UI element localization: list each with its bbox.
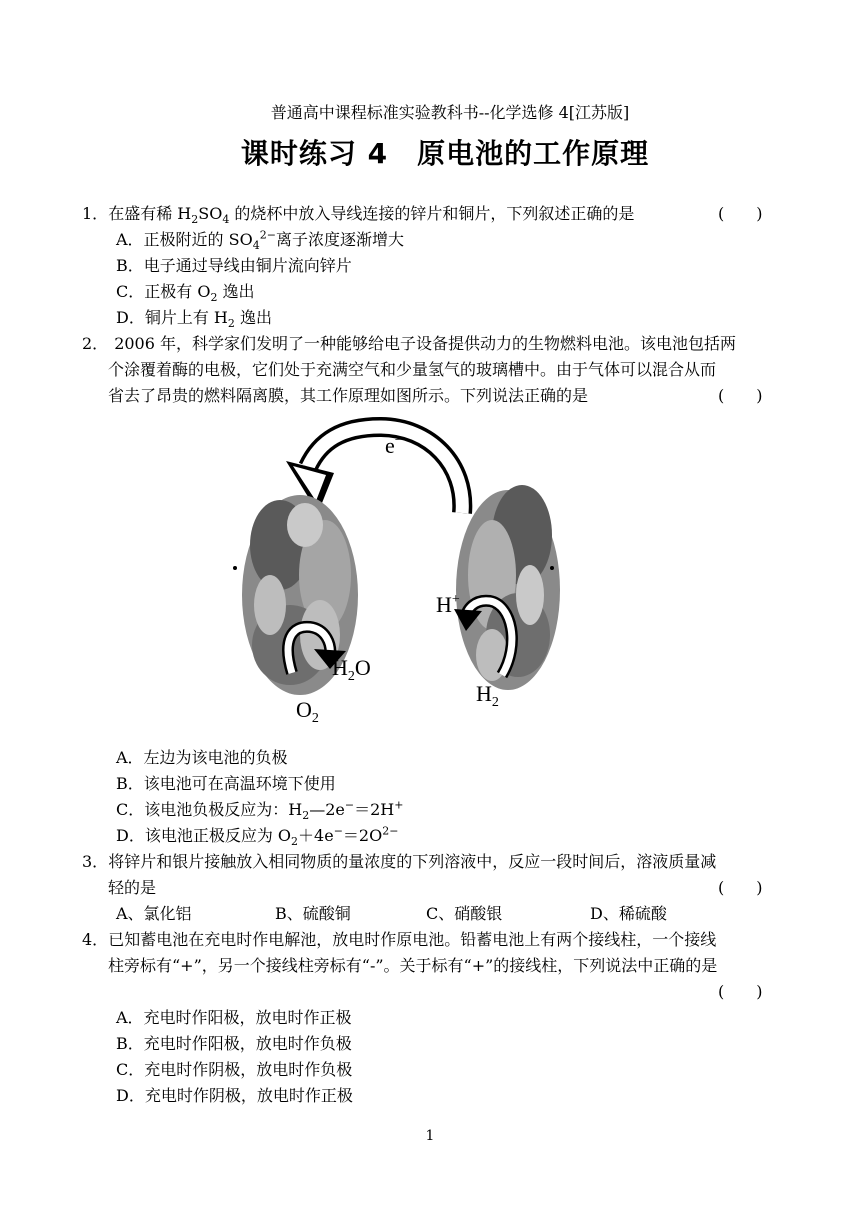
q2-option-b: B．该电池可在高温环境下使用 <box>116 774 336 793</box>
oxygen-label: $O_2$ <box>296 697 319 726</box>
q2-option-d: D．该电池正极反应为 $O_2+4e^-=2O^{2-}$ <box>116 824 399 849</box>
question-2-stem-line-1: 2． 2006 年，科学家们发明了一种能够给电子设备提供动力的生物燃料电池。该电池包括两 <box>82 334 736 353</box>
answer-bracket: ( ) <box>718 982 763 1001</box>
hydrogen-label: $H_2$ <box>476 681 499 710</box>
q4-option-c: C．充电时作阴极，放电时作负极 <box>116 1060 353 1079</box>
water-label: $H_2O$ <box>332 655 371 684</box>
page-number: 1 <box>425 1128 435 1144</box>
question-3-stem-line-1: 3．将锌片和银片接触放入相同物质的量浓度的下列溶液中，反应一段时间后，溶液质量减 <box>82 852 717 871</box>
question-4-stem-line-1: 4．已知蓄电池在充电时作电解池，放电时作原电池。铅蓄电池上有两个接线柱，一个接线 <box>82 930 717 949</box>
q4-option-d: D．充电时作阴极，放电时作正极 <box>116 1086 353 1105</box>
question-number: 3． <box>82 852 109 871</box>
answer-bracket: ( ) <box>718 386 763 405</box>
question-2-stem-line-2: 个涂覆着酶的电极，它们处于充满空气和少量氢气的玻璃槽中。由于气体可以混合从而 <box>108 360 717 379</box>
q1-option-c: C．正极有 $O_2$ 逸出 <box>116 282 255 305</box>
q3-option-c: C、硝酸银 <box>426 904 503 923</box>
question-number: 4． <box>82 930 109 949</box>
question-1-stem: 1．在盛有稀 $H_2SO_4$ 的烧杯中放入导线连接的锌片和铜片，下列叙述正确的是 <box>82 204 635 227</box>
textbook-subtitle: 普通高中课程标准实验教科书--化学选修 4[江苏版] <box>270 103 630 122</box>
q2-option-a: A．左边为该电池的负极 <box>116 748 288 767</box>
question-2-stem-line-3: 省去了昂贵的燃料隔离膜，其工作原理如图所示。下列说法正确的是 <box>108 386 589 405</box>
q3-option-d: D、稀硫酸 <box>590 904 667 923</box>
question-number: 2． <box>82 334 109 353</box>
page-title: 课时练习 4 原电池的工作原理 <box>240 137 650 170</box>
q4-option-a: A．充电时作阳极，放电时作正极 <box>116 1008 352 1027</box>
question-4-stem-line-2: 柱旁标有“+”，另一个接线柱旁标有“-”。关于标有“+”的接线柱，下列说法中正确的是 <box>108 956 718 975</box>
question-3-stem-line-2: 轻的是 <box>108 878 157 897</box>
q4-option-b: B．充电时作阳极，放电时作负极 <box>116 1034 352 1053</box>
q2-option-c: C．该电池负极反应为：$H_2—2e^-=2H^+$ <box>116 798 404 823</box>
electron-label: e− <box>385 433 403 458</box>
proton-label: H+ <box>436 592 460 617</box>
q3-option-b: B、硫酸铜 <box>275 904 351 923</box>
q1-option-d: D．铜片上有 $H_2$ 逸出 <box>116 308 272 331</box>
q1-option-a: A．正极附近的 $SO_4^{2-}$离子浓度逐渐增大 <box>116 228 404 253</box>
question-number: 1． <box>82 204 109 223</box>
q3-option-a: A、氯化铝 <box>116 904 192 923</box>
q1-option-b: B．电子通过导线由铜片流向锌片 <box>116 256 352 275</box>
answer-bracket: ( ) <box>718 204 763 223</box>
answer-bracket: ( ) <box>718 878 763 897</box>
biofuel-cell-figure <box>230 405 570 735</box>
